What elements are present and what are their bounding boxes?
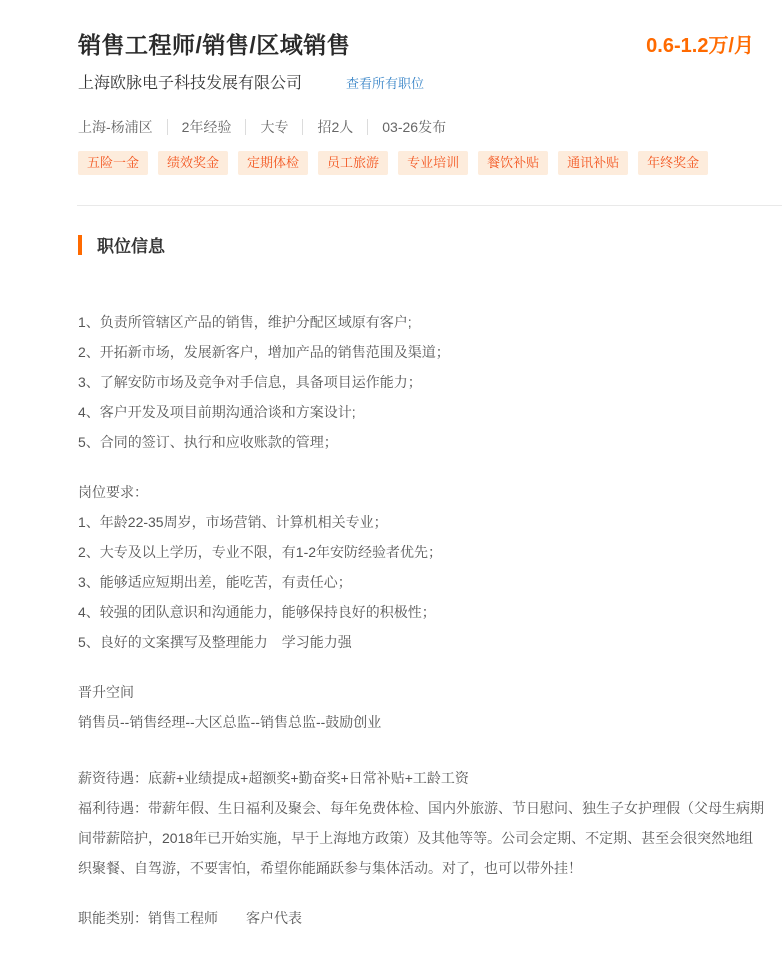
promotion-path: 销售员--销售经理--大区总监--销售总监--鼓励创业 — [78, 714, 382, 730]
welfare-tag-performance-bonus: 绩效奖金 — [158, 151, 228, 175]
duty-line-2: 2、开拓新市场，发展新客户，增加产品的销售范围及渠道； — [78, 344, 450, 360]
job-meta-row — [78, 119, 754, 135]
meta-location: 上海-杨浦区 — [78, 119, 153, 135]
requirement-line-2: 2、大专及以上学历，专业不限，有1-2年安防经验者优先； — [78, 544, 443, 560]
spacer — [78, 883, 764, 903]
welfare-tag-training: 专业培训 — [398, 151, 468, 175]
requirement-line-1: 1、年龄22-35周岁，市场营销、计算机相关专业； — [78, 514, 388, 530]
company-row — [78, 70, 754, 93]
category-account-representative[interactable]: 客户代表 — [246, 910, 302, 926]
requirement-line-3: 3、能够适应短期出差，能吃苦，有责任心； — [78, 574, 352, 590]
duty-line-3: 3、了解安防市场及竞争对手信息，具备项目运作能力； — [78, 374, 422, 390]
category-sales-engineer[interactable]: 销售工程师 — [148, 910, 218, 926]
requirement-line-4: 4、较强的团队意识和沟通能力，能够保持良好的积极性； — [78, 604, 436, 620]
header-divider — [77, 205, 782, 206]
welfare-tag-health-check: 定期体检 — [238, 151, 308, 175]
meta-publish-date: 03-26发布 — [367, 119, 460, 135]
section-header — [78, 232, 782, 257]
company-name: 上海欧脉电子科技发展有限公司 — [78, 75, 303, 92]
category-label: 职能类别： — [78, 910, 148, 926]
spacer — [78, 657, 764, 677]
job-header — [0, 0, 782, 175]
requirements-title: 岗位要求： — [78, 484, 148, 500]
welfare-paragraph: 福利待遇：带薪年假、生日福利及聚会、每年免费体检、国内外旅游、节日慰问、独生子女护理假（父母生病期间带薪陪护，2018年已开始实施，早于上海地方政策）及其他等等。公司会定期、不定期、甚至会很突然地组织聚餐、自驾游，不要害怕，希望你能踊跃参与集体活动。对了，也可以带外挂！ — [78, 800, 764, 876]
meta-headcount: 招2人 — [302, 119, 367, 135]
requirement-line-5: 5、良好的文案撰写及整理能力 学习能力强 — [78, 634, 352, 650]
spacer — [78, 457, 764, 477]
job-description-body — [0, 307, 782, 953]
category-row — [78, 903, 764, 933]
promotion-title: 晋升空间 — [78, 684, 134, 700]
meta-education: 大专 — [245, 119, 302, 135]
salary-range: 0.6-1.2万/月 — [646, 35, 754, 57]
duty-line-4: 4、客户开发及项目前期沟通洽谈和方案设计; — [78, 404, 356, 420]
title-row — [78, 27, 754, 60]
meta-experience: 2年经验 — [167, 119, 246, 135]
section-title: 职位信息 — [97, 237, 165, 256]
duty-line-5: 5、合同的签订、执行和应收账款的管理； — [78, 434, 338, 450]
welfare-tag-insurance: 五险一金 — [78, 151, 148, 175]
welfare-tag-annual-bonus: 年终奖金 — [638, 151, 708, 175]
view-all-jobs-link[interactable]: 查看所有职位 — [346, 76, 425, 91]
welfare-tag-meal-allowance: 餐饮补贴 — [478, 151, 548, 175]
duty-line-1: 1、负责所管辖区产品的销售，维护分配区域原有客户; — [78, 314, 412, 330]
salary-package: 薪资待遇：底薪+业绩提成+超额奖+勤奋奖+日常补贴+工龄工资 — [78, 770, 469, 786]
welfare-tag-telecom-allowance: 通讯补贴 — [558, 151, 628, 175]
job-title: 销售工程师/销售/区域销售 — [78, 32, 351, 58]
welfare-tags-row — [78, 151, 754, 175]
section-accent-bar — [78, 235, 82, 255]
welfare-tag-company-trip: 员工旅游 — [318, 151, 388, 175]
spacer — [78, 737, 764, 763]
